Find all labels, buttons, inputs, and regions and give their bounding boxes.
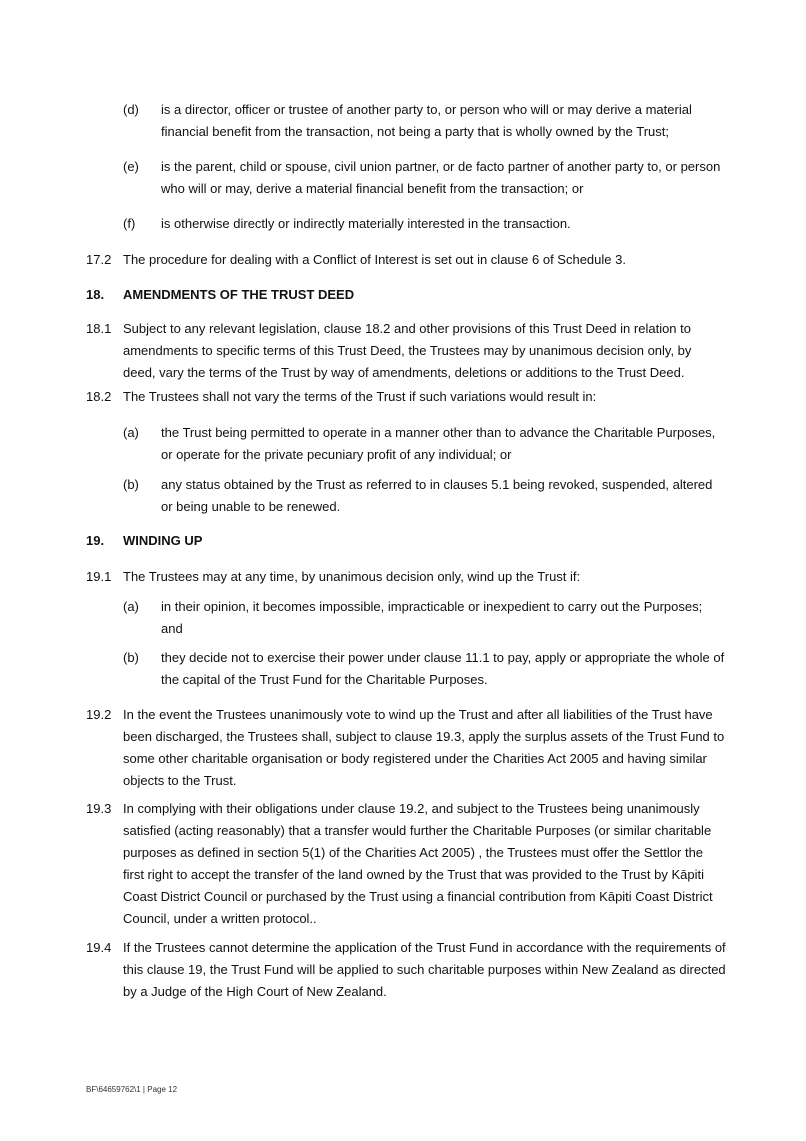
clause-text: The Trustees may at any time, by unanimous decision only, wind up the Trust if: xyxy=(123,569,581,584)
clause-17-1-f xyxy=(123,213,726,235)
clause-19-1-a xyxy=(123,596,726,640)
clause-text: In complying with their obligations under clause 19.2, and subject to the Trustees being unanimously satisfied (acting reasonably) that a transfer would further the Charitable Purposes (or similar charitable purposes as defined in section 5(1) of the Charities Act 2005) , the Trustees must offer the Settlor the first right to accept the transfer of the land owned by the Trust that was provided to the Trust by Kāpiti Coast District Council or purchased by the Trust using a financial contribution from Kāpiti Coast District Council, under a written protocol.. xyxy=(123,801,713,926)
clause-17-2 xyxy=(86,249,726,271)
clause-text: the Trust being permitted to operate in a manner other than to advance the Charitable Purposes, or operate for the private pecuniary profit of any individual; or xyxy=(161,425,716,462)
clause-number: (a) xyxy=(123,599,139,614)
clause-number: (b) xyxy=(123,477,139,492)
clause-text: The Trustees shall not vary the terms of the Trust if such variations would result in: xyxy=(123,389,597,404)
clause-number: 18.2 xyxy=(86,389,112,404)
clause-text: is the parent, child or spouse, civil union partner, or de facto partner of another party to, or person who will or may, derive a material financial benefit from the transaction; or xyxy=(161,159,721,196)
section-number: 18. xyxy=(86,287,105,302)
section-title: WINDING UP xyxy=(123,533,203,548)
clause-number: (a) xyxy=(123,425,139,440)
clause-number: (d) xyxy=(123,102,139,117)
clause-17-1-e xyxy=(123,156,726,200)
clause-number: 19.1 xyxy=(86,569,112,584)
clause-text: The procedure for dealing with a Conflict of Interest is set out in clause 6 of Schedule 3. xyxy=(123,252,626,267)
clause-18-2-b xyxy=(123,474,726,518)
clause-18-1 xyxy=(86,318,726,384)
clause-text: they decide not to exercise their power under clause 11.1 to pay, apply or appropriate the whole of the capital of the Trust Fund for the Charitable Purposes. xyxy=(161,650,725,687)
clause-number: 19.4 xyxy=(86,940,112,955)
clause-text: is a director, officer or trustee of another party to, or person who will or may derive a material financial benefit from the transaction, not being a party that is wholly owned by the Trust; xyxy=(161,102,692,139)
clause-18-2-a xyxy=(123,422,726,466)
clause-text: Subject to any relevant legislation, clause 18.2 and other provisions of this Trust Deed in relation to amendments to specific terms of this Trust Deed, the Trustees may by unanimous decision only, by deed, vary the terms of the Trust by way of amendments, deletions or additions to the Trust Deed. xyxy=(123,321,692,380)
clause-19-4 xyxy=(86,937,726,1003)
clause-number: 19.2 xyxy=(86,707,112,722)
clause-19-2 xyxy=(86,704,726,792)
page-footer: BF\64659762\1 | Page 12 xyxy=(86,1085,178,1094)
section-19-heading xyxy=(86,530,726,552)
clause-17-1-d xyxy=(123,99,726,143)
clause-text: any status obtained by the Trust as referred to in clauses 5.1 being revoked, suspended, altered or being unable to be renewed. xyxy=(161,477,713,514)
clause-19-1 xyxy=(86,566,726,588)
clause-number: 17.2 xyxy=(86,252,112,267)
clause-number: (e) xyxy=(123,159,139,174)
clause-text: in their opinion, it becomes impossible, impracticable or inexpedient to carry out the Purposes; and xyxy=(161,599,703,636)
clause-18-2 xyxy=(86,386,726,408)
clause-19-3 xyxy=(86,798,726,930)
section-title: AMENDMENTS OF THE TRUST DEED xyxy=(123,287,355,302)
clause-19-1-b xyxy=(123,647,726,691)
clause-number: 18.1 xyxy=(86,321,112,336)
clause-text: is otherwise directly or indirectly materially interested in the transaction. xyxy=(161,216,571,231)
section-18-heading xyxy=(86,284,726,306)
section-number: 19. xyxy=(86,533,105,548)
clause-number: 19.3 xyxy=(86,801,112,816)
clause-text: If the Trustees cannot determine the application of the Trust Fund in accordance with the requirements of this clause 19, the Trust Fund will be applied to such charitable purposes within New Zealand as directed by a Judge of the High Court of New Zealand. xyxy=(123,940,726,999)
clause-number: (b) xyxy=(123,650,139,665)
clause-text: In the event the Trustees unanimously vote to wind up the Trust and after all liabilities of the Trust have been discharged, the Trustees shall, subject to clause 19.3, apply the surplus assets of the Trust Fund to some other charitable organisation or body registered under the Charities Act 2005 and having similar objects to the Trust. xyxy=(123,707,725,788)
clause-number: (f) xyxy=(123,216,136,231)
